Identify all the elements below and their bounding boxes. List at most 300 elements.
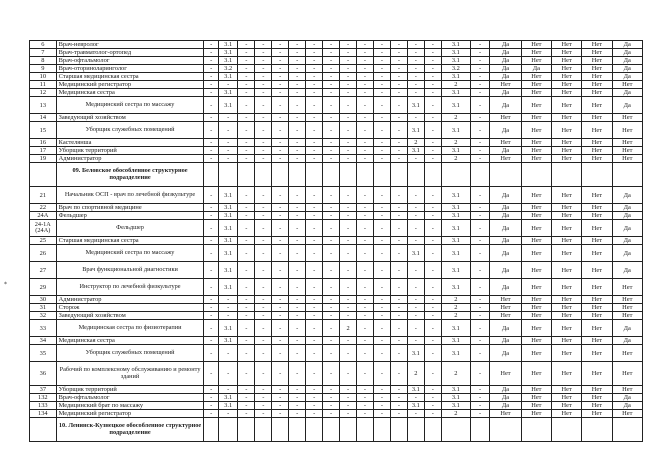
cell-value: - [204, 262, 219, 279]
cell-value: - [272, 312, 289, 320]
cell-value [582, 163, 612, 187]
cell-value: Нет [612, 279, 642, 296]
cell-value: 3.1 [218, 187, 237, 204]
position-name: Администратор [56, 155, 204, 163]
cell-value: - [424, 49, 441, 57]
cell-value: Нет [582, 73, 612, 81]
cell-value: - [340, 279, 357, 296]
cell-value: - [323, 320, 340, 337]
cell-value: - [390, 296, 407, 304]
cell-value [255, 418, 272, 442]
table-row [30, 402, 643, 410]
cell-value: Нет [521, 97, 551, 114]
cell-value: Нет [582, 296, 612, 304]
position-name: Уборщик территорий [56, 147, 204, 155]
cell-value: Да [490, 394, 521, 402]
cell-value: - [390, 122, 407, 139]
cell-value: Нет [582, 139, 612, 147]
position-name: Врач-офтальмолог [56, 57, 204, 65]
cell-value: Нет [490, 362, 521, 386]
cell-value: - [238, 279, 255, 296]
cell-value: - [340, 204, 357, 212]
cell-value: 3.1 [441, 187, 470, 204]
cell-value: - [238, 65, 255, 73]
cell-value: - [289, 262, 306, 279]
cell-value: - [323, 304, 340, 312]
cell-value: Нет [582, 220, 612, 237]
cell-value: Нет [582, 89, 612, 97]
cell-value: Нет [490, 410, 521, 418]
cell-value: Нет [582, 212, 612, 220]
cell-value: - [424, 245, 441, 262]
cell-value [521, 418, 551, 442]
cell-value: Нет [551, 402, 581, 410]
cell-value: Нет [521, 147, 551, 155]
cell-value: 3.1 [441, 97, 470, 114]
table-row [30, 237, 643, 245]
cell-value [612, 418, 642, 442]
cell-value: - [272, 212, 289, 220]
table-row [30, 245, 643, 262]
row-number [30, 163, 57, 187]
cell-value: - [289, 41, 306, 49]
cell-value: - [357, 245, 374, 262]
cell-value: - [204, 147, 219, 155]
cell-value: - [357, 394, 374, 402]
table-row [30, 49, 643, 57]
cell-value: - [272, 41, 289, 49]
cell-value: - [340, 386, 357, 394]
cell-value: - [204, 89, 219, 97]
cell-value: - [255, 386, 272, 394]
cell-value: - [424, 57, 441, 65]
cell-value: - [306, 187, 323, 204]
cell-value: Да [612, 65, 642, 73]
cell-value: Нет [551, 337, 581, 345]
cell-value: Нет [612, 155, 642, 163]
cell-value: Да [612, 262, 642, 279]
cell-value: - [289, 204, 306, 212]
cell-value: - [424, 402, 441, 410]
cell-value: Нет [582, 155, 612, 163]
cell-value: - [289, 320, 306, 337]
cell-value: - [390, 81, 407, 89]
cell-value: - [238, 320, 255, 337]
cell-value: - [255, 41, 272, 49]
cell-value: - [470, 65, 489, 73]
cell-value: - [340, 220, 357, 237]
table-row [30, 345, 643, 362]
cell-value: - [272, 279, 289, 296]
cell-value: - [306, 147, 323, 155]
cell-value: - [340, 147, 357, 155]
cell-value [612, 163, 642, 187]
row-number: 8 [30, 57, 57, 65]
cell-value: 3.1 [218, 279, 237, 296]
cell-value: - [373, 212, 390, 220]
cell-value: - [424, 410, 441, 418]
cell-value: - [272, 147, 289, 155]
cell-value: - [238, 187, 255, 204]
cell-value [289, 163, 306, 187]
position-name: Рабочий по комплексному обслуживанию и ремонту зданий [56, 362, 204, 386]
cell-value: - [289, 296, 306, 304]
cell-value: 3.1 [441, 402, 470, 410]
cell-value: Да [612, 49, 642, 57]
cell-value: - [390, 237, 407, 245]
cell-value: - [407, 73, 424, 81]
cell-value: Нет [582, 237, 612, 245]
cell-value: - [373, 73, 390, 81]
cell-value: - [204, 386, 219, 394]
cell-value: Нет [521, 41, 551, 49]
cell-value: - [390, 187, 407, 204]
cell-value [323, 418, 340, 442]
cell-value: - [323, 212, 340, 220]
cell-value: - [340, 57, 357, 65]
position-name: Врач-невролог [56, 41, 204, 49]
cell-value: - [357, 204, 374, 212]
cell-value: 3.1 [441, 337, 470, 345]
cell-value: - [357, 410, 374, 418]
cell-value: - [306, 155, 323, 163]
cell-value: Нет [521, 362, 551, 386]
cell-value: - [340, 139, 357, 147]
cell-value: 3.1 [218, 237, 237, 245]
cell-value: - [238, 337, 255, 345]
cell-value: - [272, 296, 289, 304]
cell-value: Нет [612, 312, 642, 320]
cell-value: 3.1 [441, 41, 470, 49]
cell-value: - [390, 57, 407, 65]
cell-value: - [323, 220, 340, 237]
cell-value: Да [612, 212, 642, 220]
cell-value: Да [490, 57, 521, 65]
cell-value: Да [490, 41, 521, 49]
cell-value: - [255, 139, 272, 147]
position-name: Уборщик служебных помещений [56, 345, 204, 362]
position-name: Старшая медицинская сестра [56, 237, 204, 245]
row-number: 15 [30, 122, 57, 139]
row-number: 132 [30, 394, 57, 402]
cell-value: - [204, 81, 219, 89]
cell-value: - [357, 386, 374, 394]
cell-value: - [238, 312, 255, 320]
cell-value: - [424, 73, 441, 81]
cell-value: - [390, 345, 407, 362]
table-row [30, 114, 643, 122]
cell-value: Нет [551, 312, 581, 320]
row-number: 11 [30, 81, 57, 89]
cell-value: - [357, 337, 374, 345]
cell-value: - [289, 97, 306, 114]
cell-value: - [272, 304, 289, 312]
cell-value: - [255, 402, 272, 410]
position-name: Уборщик служебных помещений [56, 122, 204, 139]
cell-value: - [238, 345, 255, 362]
cell-value: Нет [612, 122, 642, 139]
cell-value: - [272, 237, 289, 245]
cell-value: Нет [551, 362, 581, 386]
cell-value: - [373, 410, 390, 418]
cell-value: Нет [490, 114, 521, 122]
cell-value: - [323, 147, 340, 155]
cell-value: Нет [582, 97, 612, 114]
cell-value: - [204, 296, 219, 304]
cell-value: - [357, 237, 374, 245]
cell-value: - [390, 279, 407, 296]
cell-value: - [323, 81, 340, 89]
cell-value: - [255, 220, 272, 237]
cell-value: 3.1 [441, 89, 470, 97]
cell-value: Нет [521, 312, 551, 320]
cell-value: 3.1 [218, 89, 237, 97]
cell-value: - [340, 73, 357, 81]
cell-value: - [323, 204, 340, 212]
cell-value: 3.1 [218, 212, 237, 220]
row-number: 22 [30, 204, 57, 212]
cell-value: - [424, 204, 441, 212]
cell-value: Нет [521, 345, 551, 362]
table-row [30, 279, 643, 296]
cell-value: - [340, 122, 357, 139]
cell-value: - [204, 114, 219, 122]
cell-value: - [323, 386, 340, 394]
cell-value: - [357, 345, 374, 362]
cell-value: Да [490, 220, 521, 237]
cell-value: Нет [521, 279, 551, 296]
cell-value: - [238, 394, 255, 402]
cell-value: - [306, 410, 323, 418]
cell-value: 3.1 [441, 49, 470, 57]
cell-value: - [407, 220, 424, 237]
cell-value [255, 163, 272, 187]
cell-value: Да [612, 97, 642, 114]
table-row [30, 320, 643, 337]
cell-value: - [306, 262, 323, 279]
cell-value: - [357, 65, 374, 73]
cell-value: 3.1 [407, 122, 424, 139]
cell-value: - [306, 139, 323, 147]
cell-value: Нет [521, 155, 551, 163]
cell-value: 3.1 [407, 402, 424, 410]
cell-value: - [238, 114, 255, 122]
cell-value: Нет [582, 410, 612, 418]
section-title: 10. Ленинск-Кузнецкое обособленное структурное подразделение [56, 418, 204, 442]
cell-value: - [238, 155, 255, 163]
cell-value: - [390, 65, 407, 73]
cell-value: - [272, 337, 289, 345]
cell-value: - [204, 362, 219, 386]
cell-value: - [272, 139, 289, 147]
cell-value: - [390, 139, 407, 147]
cell-value: Нет [521, 402, 551, 410]
cell-value: - [238, 410, 255, 418]
cell-value: 3.1 [218, 73, 237, 81]
cell-value [441, 163, 470, 187]
cell-value: - [390, 49, 407, 57]
cell-value: Нет [551, 304, 581, 312]
cell-value: - [424, 41, 441, 49]
cell-value: 3.1 [407, 147, 424, 155]
cell-value: - [238, 49, 255, 57]
table-row [30, 97, 643, 114]
cell-value: - [306, 304, 323, 312]
cell-value: - [340, 65, 357, 73]
cell-value: Да [490, 204, 521, 212]
cell-value: - [255, 114, 272, 122]
cell-value: 3.1 [407, 245, 424, 262]
cell-value: - [407, 337, 424, 345]
cell-value [521, 163, 551, 187]
cell-value: - [204, 41, 219, 49]
cell-value: - [424, 394, 441, 402]
cell-value: - [255, 304, 272, 312]
cell-value: 3.1 [218, 262, 237, 279]
cell-value: Нет [551, 147, 581, 155]
cell-value: - [340, 410, 357, 418]
cell-value: - [238, 73, 255, 81]
cell-value: Нет [551, 296, 581, 304]
cell-value: - [470, 386, 489, 394]
cell-value: - [470, 147, 489, 155]
section-title: 09. Беловское обособленное структурное подразделение [56, 163, 204, 187]
cell-value: Нет [551, 320, 581, 337]
cell-value: 2 [441, 155, 470, 163]
table-row [30, 262, 643, 279]
cell-value: - [238, 81, 255, 89]
cell-value: - [272, 57, 289, 65]
table-row [30, 122, 643, 139]
cell-value: - [470, 312, 489, 320]
row-number: 37 [30, 386, 57, 394]
cell-value [407, 163, 424, 187]
cell-value: - [373, 337, 390, 345]
cell-value: - [204, 139, 219, 147]
cell-value: - [390, 204, 407, 212]
cell-value: Нет [551, 139, 581, 147]
cell-value: - [306, 49, 323, 57]
cell-value: - [218, 81, 237, 89]
cell-value: - [357, 279, 374, 296]
table-row [30, 410, 643, 418]
cell-value: - [289, 410, 306, 418]
cell-value: - [255, 187, 272, 204]
cell-value: Нет [582, 402, 612, 410]
cell-value: - [289, 245, 306, 262]
table-row [30, 212, 643, 220]
cell-value: - [390, 41, 407, 49]
cell-value: - [340, 81, 357, 89]
cell-value: - [272, 394, 289, 402]
cell-value: - [424, 212, 441, 220]
cell-value [390, 163, 407, 187]
cell-value: Нет [551, 262, 581, 279]
cell-value: - [357, 89, 374, 97]
cell-value: 3.1 [441, 73, 470, 81]
cell-value: - [407, 394, 424, 402]
cell-value: Нет [551, 97, 581, 114]
cell-value: 3.1 [441, 122, 470, 139]
cell-value: - [424, 89, 441, 97]
cell-value: Нет [582, 41, 612, 49]
cell-value: Нет [521, 89, 551, 97]
cell-value: - [470, 97, 489, 114]
position-name: Врач функциональной диагностики [56, 262, 204, 279]
cell-value [470, 418, 489, 442]
cell-value: - [357, 312, 374, 320]
cell-value: - [238, 237, 255, 245]
cell-value: Нет [490, 312, 521, 320]
cell-value: - [204, 122, 219, 139]
cell-value: - [357, 49, 374, 57]
cell-value: 2 [441, 296, 470, 304]
cell-value [357, 418, 374, 442]
cell-value: - [407, 320, 424, 337]
cell-value: - [272, 410, 289, 418]
cell-value: Нет [521, 139, 551, 147]
cell-value: - [323, 237, 340, 245]
cell-value: - [424, 279, 441, 296]
cell-value: - [255, 204, 272, 212]
cell-value: - [306, 402, 323, 410]
cell-value: - [272, 81, 289, 89]
cell-value: 2 [441, 410, 470, 418]
cell-value: - [470, 362, 489, 386]
cell-value: - [407, 41, 424, 49]
row-number: 19 [30, 155, 57, 163]
cell-value: - [424, 220, 441, 237]
cell-value: - [407, 114, 424, 122]
cell-value: Да [612, 337, 642, 345]
row-number: 31 [30, 304, 57, 312]
row-number: 133 [30, 402, 57, 410]
cell-value: - [306, 320, 323, 337]
cell-value: - [323, 49, 340, 57]
cell-value: Да [612, 89, 642, 97]
cell-value: - [306, 279, 323, 296]
cell-value: - [373, 362, 390, 386]
cell-value: 3.1 [218, 220, 237, 237]
cell-value: - [218, 345, 237, 362]
cell-value: - [289, 65, 306, 73]
cell-value: - [323, 279, 340, 296]
cell-value: - [373, 65, 390, 73]
cell-value: - [407, 296, 424, 304]
document-sheet [29, 40, 643, 442]
cell-value: - [407, 237, 424, 245]
cell-value: Нет [490, 81, 521, 89]
cell-value: - [357, 114, 374, 122]
cell-value: Нет [521, 114, 551, 122]
table-row [30, 89, 643, 97]
table-row [30, 57, 643, 65]
cell-value: - [373, 155, 390, 163]
cell-value: - [424, 139, 441, 147]
cell-value: - [306, 296, 323, 304]
cell-value: - [340, 41, 357, 49]
cell-value: - [204, 320, 219, 337]
cell-value: - [289, 122, 306, 139]
cell-value [323, 163, 340, 187]
cell-value: Нет [582, 114, 612, 122]
cell-value [407, 418, 424, 442]
cell-value: - [272, 65, 289, 73]
cell-value [551, 163, 581, 187]
cell-value: Нет [582, 304, 612, 312]
cell-value: - [470, 410, 489, 418]
cell-value: - [289, 304, 306, 312]
